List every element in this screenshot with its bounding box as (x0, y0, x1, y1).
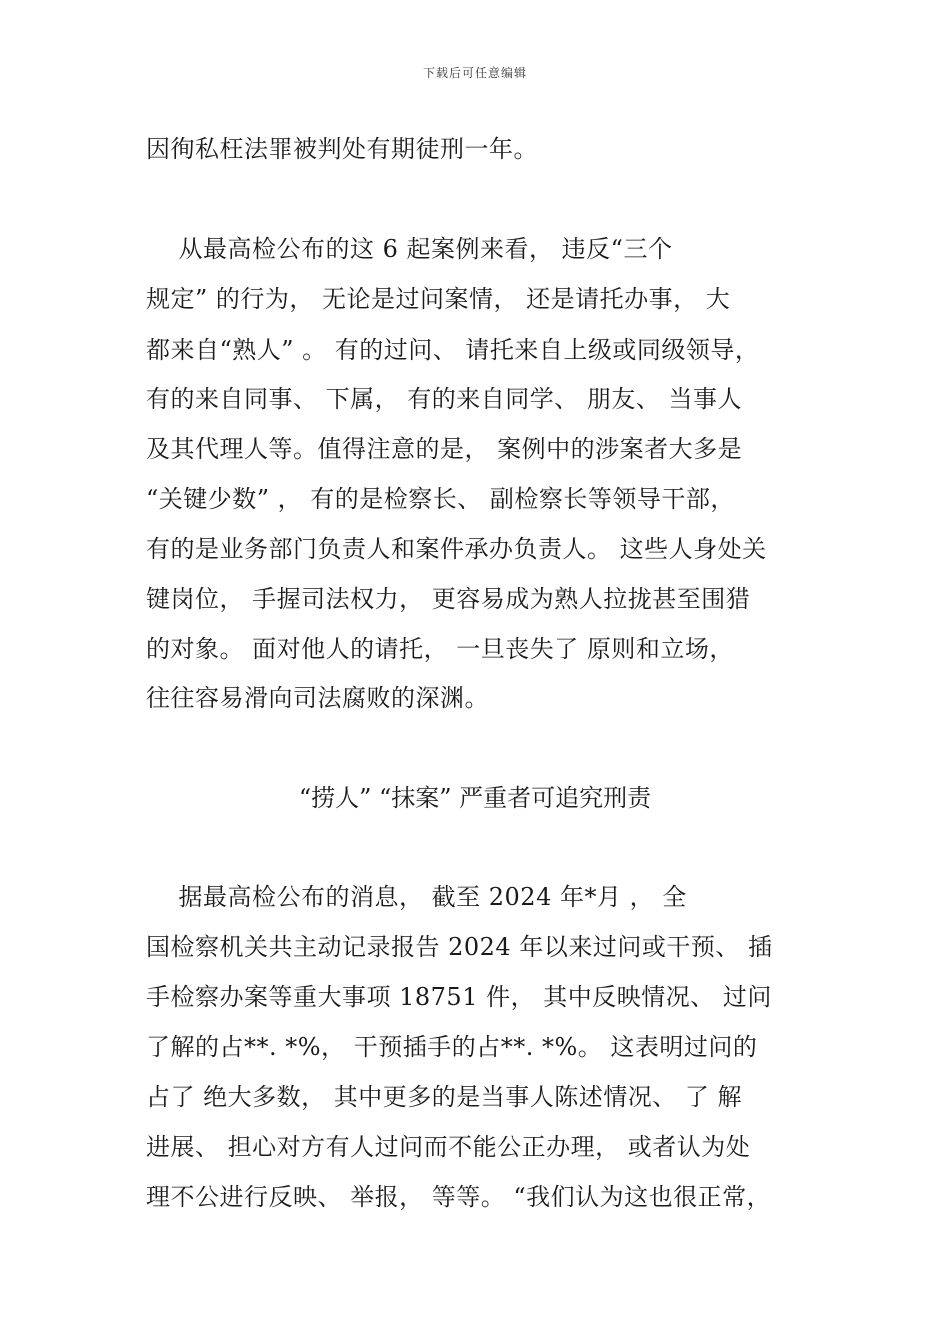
paragraph-3-line-5: 占了 绝大多数， 其中更多的是当事人陈述情况、 了 解 (146, 1083, 743, 1111)
paragraph-2-line-4: 有的来自同事、 下属， 有的来自同学、 朋友、 当事人 (146, 385, 743, 413)
paragraph-2-line-2: 规定” 的行为， 无论是过问案情， 还是请托办事， 大 (146, 285, 731, 313)
paragraph-3-line-2: 国检察机关共主动记录报告 2024 年以来过问或干预、 插 (146, 933, 773, 961)
paragraph-3-line-4: 了解的占**. *%， 干预插手的占**. *%。 这表明过问的 (146, 1033, 758, 1061)
paragraph-2-line-10: 往往容易滑向司法腐败的深渊。 (146, 684, 489, 712)
paragraph-3-line-7: 理不公进行反映、 举报， 等等。 “我们认为这也很正常， (146, 1183, 772, 1211)
section-heading: “捞人” “抹案” 严重者可追究刑责 (298, 784, 652, 812)
page-header: 下载后可任意编辑 (422, 66, 527, 80)
paragraph-2-line-3: 都来自“熟人” 。 有的过问、 请托来自上级或同级领导， (146, 336, 760, 364)
paragraph-3-line-6: 进展、 担心对方有人过问而不能公正办理， 或者认为处 (146, 1133, 751, 1161)
paragraph-2-line-5: 及其代理人等。值得注意的是， 案例中的涉案者大多是 (146, 435, 743, 463)
paragraph-2-line-8: 键岗位， 手握司法权力， 更容易成为熟人拉拢甚至围猎 (146, 585, 751, 613)
paragraph-3-line-3: 手检察办案等重大事项 18751 件， 其中反映情况、 过问 (146, 983, 772, 1011)
paragraph-2-line-7: 有的是业务部门负责人和案件承办负责人。 这些人身处关 (146, 535, 767, 563)
paragraph-2-line-6: “关键少数” ， 有的是检察长、 副检察长等领导干部， (146, 485, 735, 513)
paragraph-1-line-1: 因徇私枉法罪被判处有期徒刑一年。 (146, 135, 538, 163)
paragraph-2-line-9: 的对象。 面对他人的请托， 一旦丧失了 原则和立场， (146, 635, 734, 663)
paragraph-2-line-1: 从最高检公布的这 6 起案例来看， 违反“三个 (146, 235, 673, 263)
paragraph-3-line-1: 据最高检公布的消息， 截至 2024 年*月 ， 全 (146, 883, 687, 911)
